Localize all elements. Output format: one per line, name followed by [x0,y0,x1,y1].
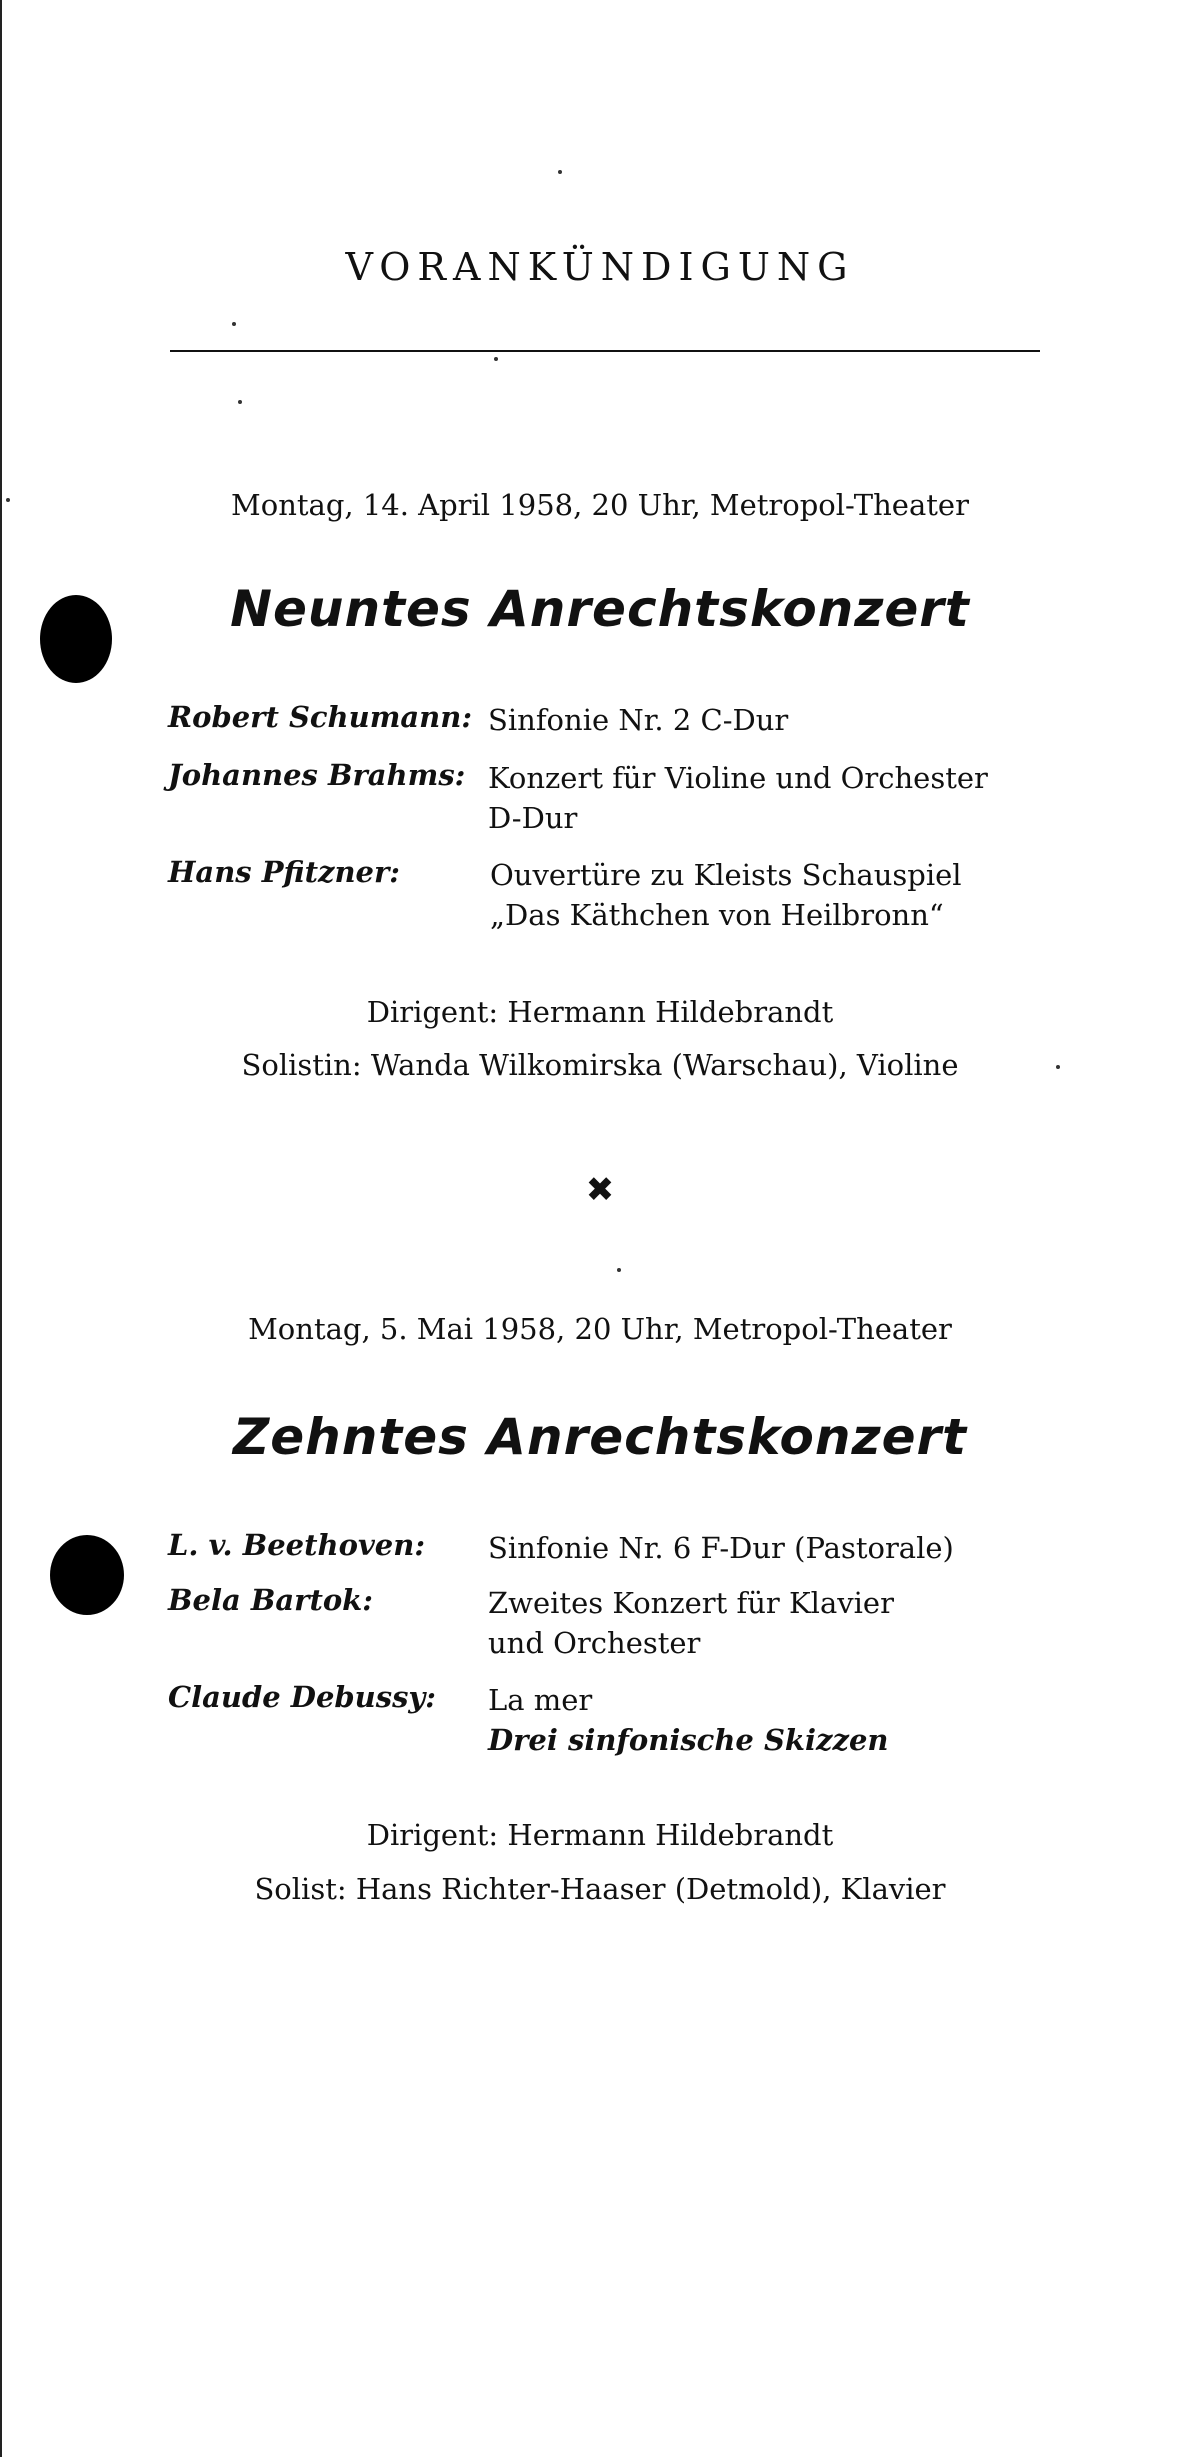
work-line: Konzert für Violine und Orchester [488,761,988,795]
concert-2-soloist: Solist: Hans Richter-Haaser (Detmold), Klavier [254,1872,946,1906]
work-line: Sinfonie Nr. 2 C-Dur [488,703,789,737]
scan-speck [494,357,498,361]
work-line: La mer [488,1683,593,1717]
concert-2-date-line: Montag, 5. Mai 1958, 20 Uhr, Metropol-Theater [248,1312,952,1346]
concert-2-title: Zehntes Anrechtskonzert [232,1408,968,1466]
work-title [488,1583,894,1663]
scan-speck [238,400,242,404]
scan-speck [558,170,562,174]
work-line: Ouvertüre zu Kleists Schauspiel [490,858,962,892]
work-line: Drei sinfonische Skizzen [488,1723,889,1757]
concert-1-title: Neuntes Anrechtskonzert [230,580,970,638]
concert-1-soloist: Solistin: Wanda Wilkomirska (Warschau), Violine [241,1048,959,1082]
composer-name: Hans Pfitzner: [168,855,400,889]
work-line: und Orchester [488,1626,701,1660]
work-line: Sinfonie Nr. 6 F-Dur (Pastorale) [488,1531,954,1565]
composer-name: L. v. Beethoven: [168,1528,426,1562]
composer-name: Johannes Brahms: [168,758,466,792]
page-edge-line [0,0,2,2457]
concert-1-date-line: Montag, 14. April 1958, 20 Uhr, Metropol-Theater [231,488,969,522]
composer-name: Claude Debussy: [168,1680,436,1714]
scan-speck [617,1268,621,1272]
concert-2-conductor: Dirigent: Hermann Hildebrandt [366,1818,834,1852]
scan-speck [6,498,10,502]
punch-hole-bottom [50,1535,124,1615]
work-title [488,1680,888,1760]
composer-name: Bela Bartok: [168,1583,373,1617]
work-title [488,758,988,838]
concert-1-conductor: Dirigent: Hermann Hildebrandt [366,995,834,1029]
work-line: D-Dur [488,801,578,835]
composer-name: Robert Schumann: [168,700,473,734]
title-divider [170,350,1040,352]
work-line: Zweites Konzert für Klavier [488,1586,894,1620]
work-title [488,700,788,740]
work-title [490,855,962,935]
work-line: „Das Käthchen von Heilbronn“ [490,898,944,932]
scan-speck [232,322,236,326]
scan-speck [1056,1065,1060,1069]
section-separator-mark: ✖ [585,1170,615,1210]
work-title [488,1528,954,1568]
page-title: VORANKÜNDIGUNG [345,245,855,289]
